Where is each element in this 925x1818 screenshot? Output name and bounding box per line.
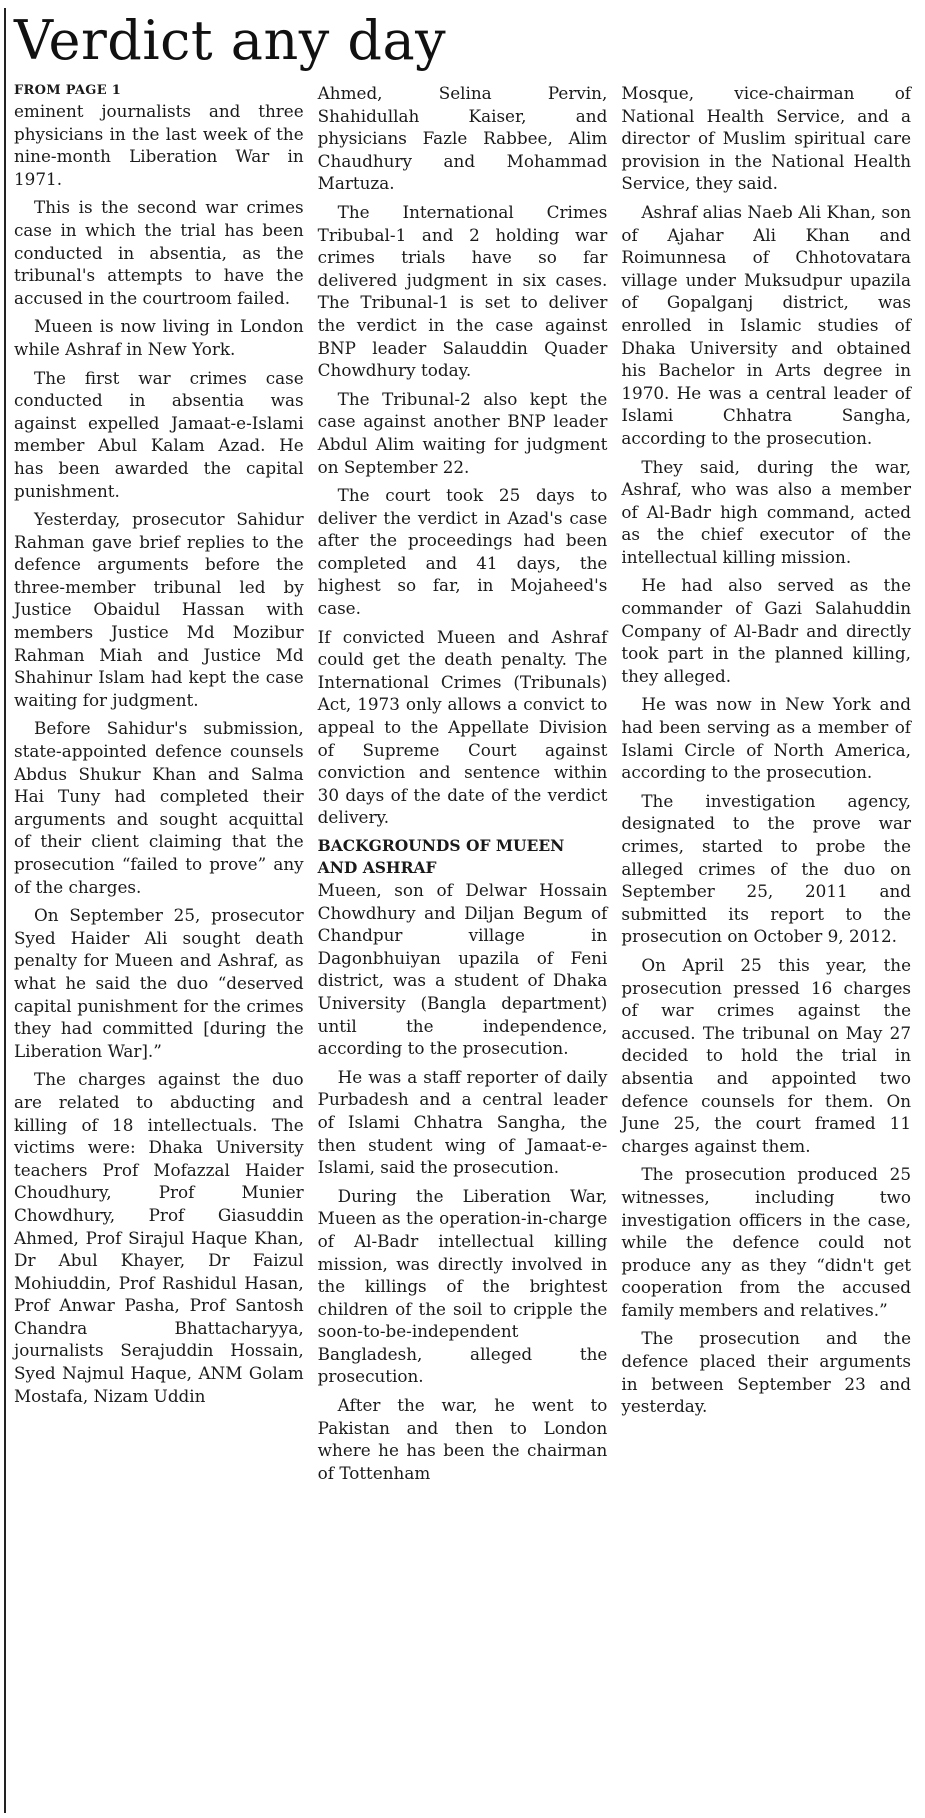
- article-paragraph: On April 25 this year, the prosecution pressed 16 charges of war crimes against the accused. The tribunal on May 27 decided to hold the trial in absentia and appointed two defence counsels for them. On June 25, the court framed 11 charges against them.: [621, 954, 912, 1156]
- article-column-3: [621, 82, 911, 1490]
- article-paragraph: Yesterday, prosecutor Sahidur Rahman gave brief replies to the defence arguments before the three-member tribunal led by Justice Obaidul Hassan with members Justice Md Mozibur Rahman Miah and Justice Md Shahinur Islam had kept the case waiting for judgment.: [14, 509, 304, 710]
- article-paragraph: The investigation agency, designated to the prove war crimes, started to probe the alleged crimes of the duo on September 25, 2011 and submitted its report to the prosecution on October 9, 2012.: [621, 790, 912, 947]
- article-paragraph: Before Sahidur's submission, state-appointed defence counsels Abdus Shukur Khan and Salma Hai Tuny had completed their arguments and sought acquittal of their client claiming that the prosecution “failed to prove” any of the charges.: [14, 718, 304, 897]
- article-paragraph: He was now in New York and had been serving as a member of Islami Circle of North America, according to the prosecution.: [621, 694, 912, 783]
- article-paragraph: The prosecution produced 25 witnesses, including two investigation officers in the case, while the defence could not produce any as they “didn't get cooperation from the accused family members and relatives.”: [621, 1164, 912, 1320]
- article-paragraph: After the war, he went to Pakistan and then to London where he has been the chairman of Tottenham: [317, 1395, 608, 1483]
- article-paragraph: The prosecution and the defence placed their arguments in between September 23 and yesterday.: [621, 1328, 912, 1417]
- article-column-1: [14, 82, 304, 1490]
- article-paragraph: eminent journalists and three physicians in the last week of the nine-month Liberation War in 1971.: [14, 101, 304, 189]
- article-paragraph: Mueen is now living in London while Ashraf in New York.: [14, 316, 304, 359]
- section-subhead: BACKGROUNDS OF MUEEN AND ASHRAF: [317, 836, 565, 877]
- article-paragraph: Ahmed, Selina Pervin, Shahidullah Kaiser, and physicians Fazle Rabbee, Alim Chaudhury and Mohammad Martuza.: [317, 83, 608, 194]
- column-rule: [4, 8, 6, 1813]
- article-paragraph: This is the second war crimes case in which the trial has been conducted in absentia, as the tribunal's attempts to have the accused in the courtroom failed.: [14, 197, 304, 308]
- article-paragraph: He had also served as the commander of Gazi Salahuddin Company of Al-Badr and directly took part in the planned killing, they alleged.: [621, 575, 912, 686]
- article-paragraph: During the Liberation War, Mueen as the operation-in-charge of Al-Badr intellectual killing mission, was directly involved in the killings of the brightest children of the soil to cripple the soon-to-be-independent Bangladesh, alleged the prosecution.: [317, 1185, 608, 1387]
- article-paragraph: The charges against the duo are related to abducting and killing of 18 intellectuals. The victims were: Dhaka University teachers Prof Mofazzal Haider Choudhury, Prof Munier Chowdhury, Prof Giasuddin Ahmed, Prof Sirajul Haque Khan, Dr Abul Khayer, Dr Faizul Mohiuddin, Prof Rashidul Hasan, Prof Anwar Pasha, Prof Santosh Chandra Bhattacharyya, journalists Serajuddin Hossain, Syed Najmul Haque, ANM Golam Mostafa, Nizam Uddin: [14, 1069, 304, 1406]
- continuation-kicker: FROM PAGE 1: [14, 83, 122, 98]
- article-paragraph: The International Crimes Tribubal-1 and 2 holding war crimes trials have so far delivered judgment in six cases. The Tribunal-1 is set to deliver the verdict in the case against BNP leader Salauddin Quader Chowdhury today.: [317, 201, 608, 381]
- article-paragraph: Mosque, vice-chairman of National Health Service, and a director of Muslim spiritual care provision in the National Health Service, they said.: [621, 83, 912, 194]
- article-column-2: [318, 82, 608, 1490]
- headline: Verdict any day: [14, 9, 447, 72]
- article-paragraph: The court took 25 days to deliver the verdict in Azad's case after the proceedings had been completed and 41 days, the highest so far, in Mojaheed's case.: [317, 485, 608, 619]
- article-paragraph: They said, during the war, Ashraf, who was also a member of Al-Badr high command, acted as the chief executor of the intellectual killing mission.: [621, 456, 912, 567]
- article-paragraph: The first war crimes case conducted in absentia was against expelled Jamaat-e-Islami member Abul Kalam Azad. He has been awarded the capital punishment.: [14, 367, 304, 501]
- article-paragraph: If convicted Mueen and Ashraf could get the death penalty. The International Crimes (Tribunals) Act, 1973 only allows a convict to appeal to the Appellate Division of Supreme Court against conviction and sentence within 30 days of the date of the verdict delivery.: [317, 626, 608, 828]
- article-paragraph: He was a staff reporter of daily Purbadesh and a central leader of Islami Chhatra Sangha, the then student wing of Jamaat-e-Islami, said the prosecution.: [317, 1066, 608, 1178]
- article-body: [14, 82, 911, 1490]
- article-paragraph: Ashraf alias Naeb Ali Khan, son of Ajahar Ali Khan and Roimunnesa of Chhotovatara village under Muksudpur upazila of Gopalganj district, was enrolled in Islamic studies of Dhaka University and obtained his Bachelor in Arts degree in 1970. He was a central leader of Islami Chhatra Sangha, according to the prosecution.: [621, 201, 912, 448]
- article-paragraph: On September 25, prosecutor Syed Haider Ali sought death penalty for Mueen and Ashraf, as what he said the duo “deserved capital punishment for the crimes they had committed [during the Liberation War].”: [14, 905, 304, 1061]
- article-paragraph: The Tribunal-2 also kept the case against another BNP leader Abdul Alim waiting for judgment on September 22.: [317, 388, 608, 477]
- article-paragraph: Mueen, son of Delwar Hossain Chowdhury and Diljan Begum of Chandpur village in Dagonbhuiyan upazila of Feni district, was a student of Dhaka University (Bangla department) until the independence, according to the prosecution.: [317, 880, 608, 1059]
